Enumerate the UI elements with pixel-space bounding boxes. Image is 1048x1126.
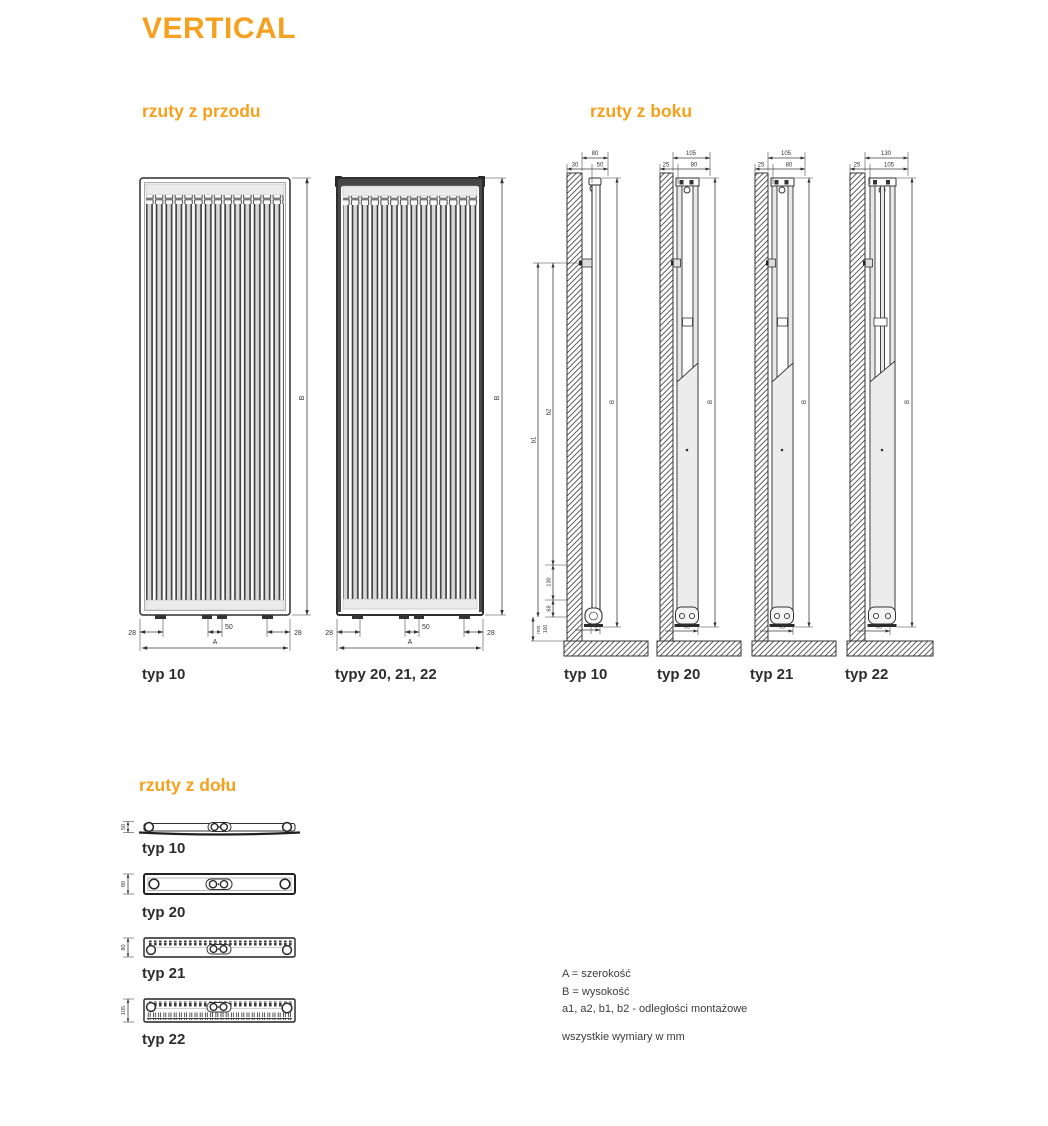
dim-side1-panel: 50: [596, 162, 604, 169]
bottom-label-typ10: typ 10: [142, 840, 186, 857]
side-view-typ21: [752, 151, 836, 656]
side-view-typ20: [657, 151, 741, 656]
side-views-drawing: [505, 140, 975, 700]
legend-width: A = szerokość: [562, 968, 631, 980]
dim-front1-edge-right: 28: [294, 630, 302, 637]
side-label-typ20: typ 20: [657, 666, 701, 683]
dim-bottom1-depth: 50: [121, 823, 127, 831]
bottom-view-typ20: [121, 874, 295, 894]
dim-bottom3-depth: 80: [121, 944, 127, 951]
dim-side4-total: 130: [880, 151, 892, 157]
legend-block: [562, 966, 747, 1019]
legend-height: B = wysokość: [562, 985, 630, 998]
dim-side4-foot: 65: [875, 624, 883, 631]
heading-side-views: rzuty z boku: [590, 101, 693, 121]
side-view-typ22: [847, 151, 933, 656]
dim-side1-seg130: 130: [546, 577, 553, 587]
side-label-typ21: typ 21: [750, 666, 794, 683]
dim-front2-height: B: [494, 395, 501, 401]
side-label-typ10: typ 10: [564, 666, 608, 683]
dim-front1-width: A: [212, 639, 218, 646]
dim-side3-total: 105: [780, 151, 792, 157]
dim-side1-b2: b2: [546, 408, 553, 416]
dim-side1-seg68: 68: [546, 605, 553, 612]
dim-side1-min-value: 100: [543, 624, 549, 634]
dim-bottom2-depth: 80: [121, 880, 127, 888]
bottom-view-typ10: [121, 822, 300, 835]
dim-front2-edge-right: 28: [487, 630, 495, 637]
dim-side2-height: B: [708, 399, 714, 405]
dim-front2-center: 50: [422, 624, 430, 631]
legend-mounting-distances: a1, a2, b1, b2 - odległości montażowe: [562, 1003, 748, 1015]
dim-side3-height: B: [802, 399, 808, 405]
dim-side2-offset: 25: [662, 162, 670, 169]
dim-side4-panel: 105: [883, 162, 895, 169]
dim-side1-height: B: [610, 399, 616, 405]
front-label-typ202122: typy 20, 21, 22: [335, 666, 437, 683]
heading-front-views: rzuty z przodu: [142, 101, 261, 121]
side-view-typ10: [531, 151, 648, 656]
dim-side2-foot: 65: [683, 624, 691, 631]
dim-side4-offset: 25: [853, 162, 861, 169]
front-view-typ10: [128, 178, 311, 651]
dim-side3-offset: 25: [757, 162, 765, 169]
dim-front2-width: A: [407, 639, 413, 646]
page-title: VERTICAL: [142, 12, 296, 45]
front-view-typ202122: [325, 176, 506, 651]
dim-side1-foot: 48: [591, 623, 599, 630]
bottom-view-typ22: [121, 999, 295, 1022]
dim-side1-min-label: min.: [536, 624, 542, 634]
front-views-drawing: [125, 172, 520, 692]
side-label-typ22: typ 22: [845, 666, 889, 683]
dim-side2-total: 105: [685, 151, 697, 157]
front-label-typ10: typ 10: [142, 666, 186, 683]
dim-side1-offset: 30: [571, 162, 579, 169]
bottom-label-typ22: typ 22: [142, 1031, 186, 1048]
dim-side1-b1: b1: [531, 436, 538, 444]
dim-front2-edge-left: 28: [325, 630, 333, 637]
dim-side3-foot: 65: [778, 624, 786, 631]
dim-front1-height: B: [299, 395, 306, 401]
dim-front1-center: 50: [225, 624, 233, 631]
dim-side3-panel: 80: [785, 162, 793, 169]
legend-units-note: wszystkie wymiary w mm: [562, 1031, 685, 1043]
bottom-view-typ21: [121, 938, 295, 957]
dim-side2-panel: 80: [690, 162, 698, 169]
dim-front1-edge-left: 28: [128, 630, 136, 637]
bottom-label-typ20: typ 20: [142, 904, 186, 921]
dim-side4-height: B: [905, 399, 911, 405]
dim-side1-total: 80: [591, 151, 599, 157]
dim-bottom4-depth: 105: [121, 1005, 127, 1016]
bottom-label-typ21: typ 21: [142, 965, 186, 982]
heading-bottom-views: rzuty z dołu: [139, 775, 237, 795]
